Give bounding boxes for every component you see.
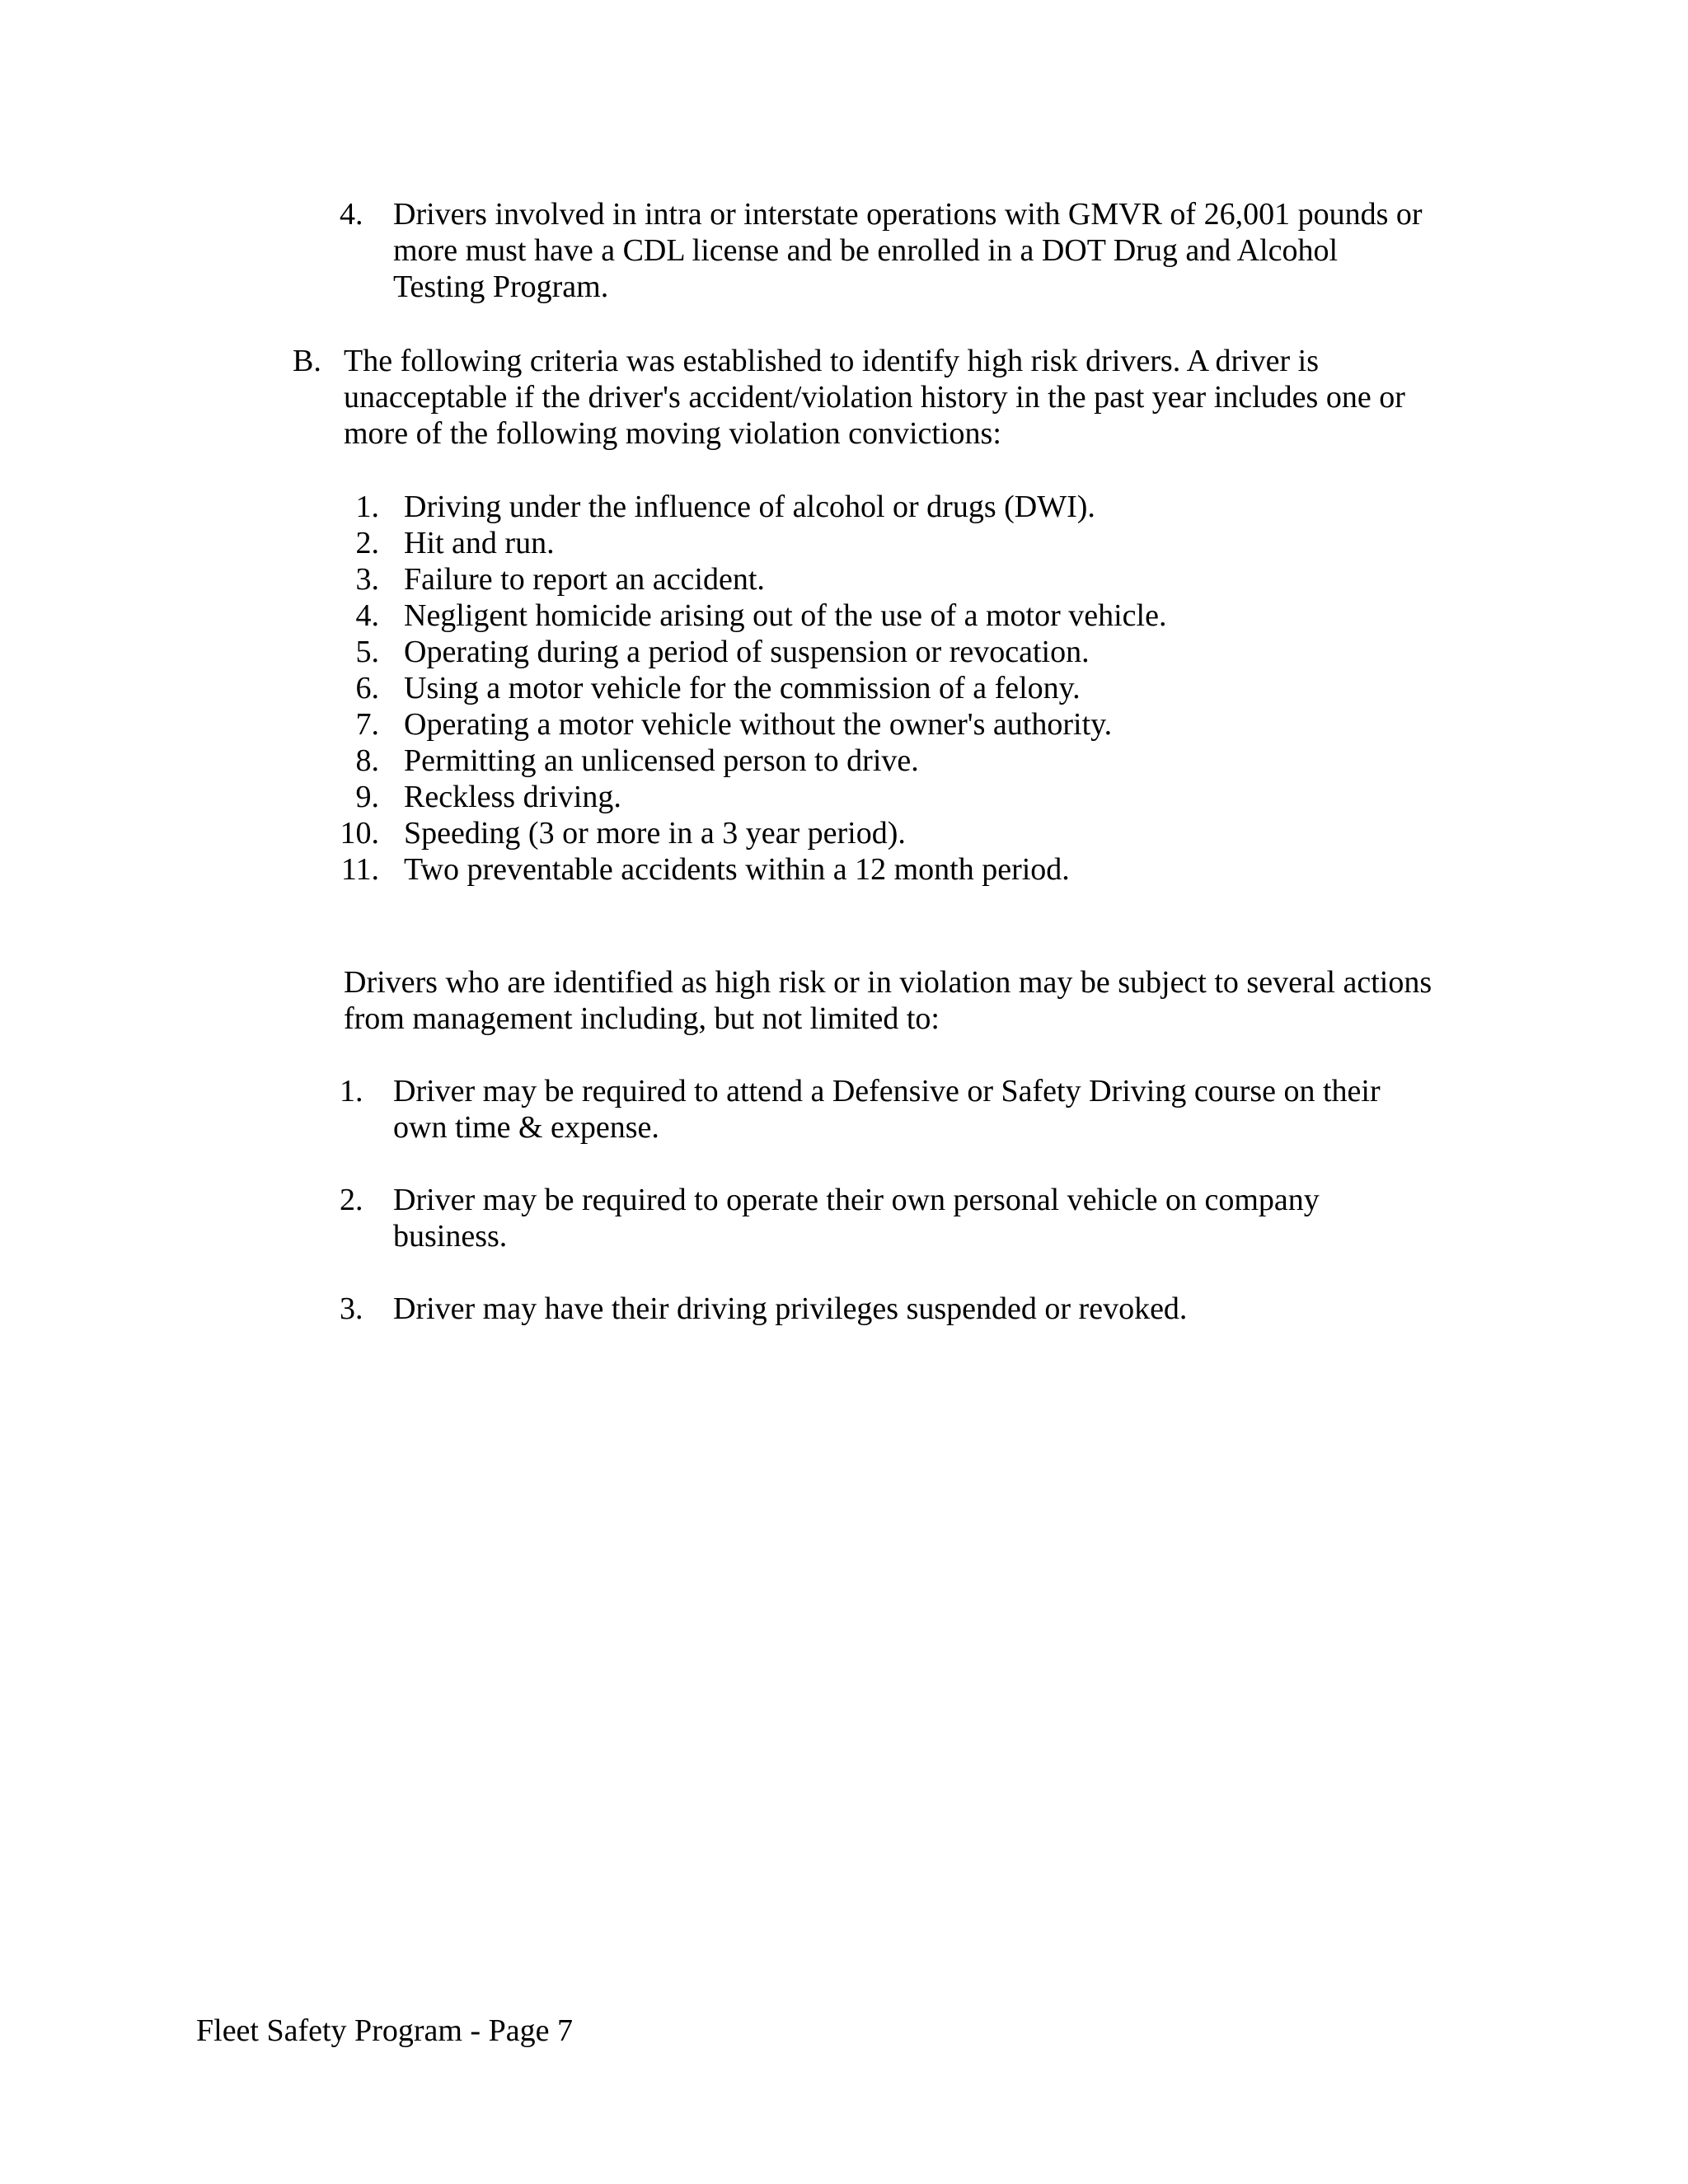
paragraph-line: from management including, but not limited to: bbox=[344, 1001, 940, 1036]
list-item-text: Driving under the influence of alcohol or drugs (DWI). bbox=[404, 490, 1095, 524]
list-item-line: more must have a CDL license and be enrolled in a DOT Drug and Alcohol bbox=[393, 233, 1339, 268]
list-item-number: 9. bbox=[355, 780, 379, 814]
list-item bbox=[313, 634, 1467, 670]
list-item-text: Reckless driving. bbox=[404, 780, 621, 814]
list-item-text: Hit and run. bbox=[404, 526, 555, 560]
list-item bbox=[313, 489, 1467, 525]
page-footer: Fleet Safety Program - Page 7 bbox=[196, 2013, 573, 2048]
list-item bbox=[313, 670, 1467, 706]
list-item-number: 5. bbox=[355, 635, 379, 669]
section-line: unacceptable if the driver's accident/violation history in the past year includes one or bbox=[344, 380, 1405, 415]
list-item bbox=[313, 706, 1467, 743]
list-item-text: Negligent homicide arising out of the use of a motor vehicle. bbox=[404, 598, 1167, 633]
list-item-text: Permitting an unlicensed person to drive. bbox=[404, 743, 919, 778]
paragraph-line: Drivers who are identified as high risk or in violation may be subject to several actions bbox=[344, 965, 1432, 1000]
list-item-line: own time & expense. bbox=[393, 1110, 659, 1145]
list-item bbox=[313, 525, 1467, 561]
list-item-text bbox=[393, 1291, 1489, 1327]
list-item bbox=[313, 779, 1467, 815]
list-item-number: 11. bbox=[340, 852, 379, 887]
section-text bbox=[344, 343, 1512, 452]
list-item-line: business. bbox=[393, 1219, 508, 1254]
list-item-line: Drivers involved in intra or interstate operations with GMVR of 26,001 pounds or bbox=[393, 197, 1423, 232]
list-item-number: 4. bbox=[340, 197, 363, 232]
list-item-text: Failure to report an accident. bbox=[404, 562, 765, 597]
list-item-number: 1. bbox=[355, 490, 379, 524]
section-line: The following criteria was established to identify high risk drivers. A driver is bbox=[344, 344, 1320, 378]
list-item-number: 3. bbox=[355, 562, 379, 597]
list-item bbox=[313, 815, 1467, 851]
section-letter: B. bbox=[293, 344, 321, 378]
list-item-number: 4. bbox=[355, 598, 379, 633]
list-item bbox=[313, 743, 1467, 779]
list-item-number: 1. bbox=[340, 1074, 363, 1108]
list-item-text: Speeding (3 or more in a 3 year period). bbox=[404, 816, 906, 851]
list-item-number: 10. bbox=[340, 816, 379, 851]
list-item-text bbox=[393, 196, 1489, 305]
drivers-paragraph bbox=[344, 964, 1498, 1037]
list-item-text bbox=[393, 1073, 1489, 1146]
list-item-line: Testing Program. bbox=[393, 269, 609, 304]
list-item bbox=[313, 561, 1467, 598]
list-item-number: 8. bbox=[355, 743, 379, 778]
section-line: more of the following moving violation convictions: bbox=[344, 416, 1001, 451]
list-item-text: Two preventable accidents within a 12 month period. bbox=[404, 852, 1070, 887]
list-item-number: 3. bbox=[340, 1291, 363, 1326]
list-item-line: Driver may be required to operate their own personal vehicle on company bbox=[393, 1183, 1320, 1217]
list-item-text bbox=[393, 1182, 1489, 1254]
list-item-text: Using a motor vehicle for the commission of a felony. bbox=[404, 671, 1081, 705]
list-item-number: 2. bbox=[355, 526, 379, 560]
list-item-line: Driver may be required to attend a Defensive or Safety Driving course on their bbox=[393, 1074, 1381, 1108]
list-item-number: 2. bbox=[340, 1183, 363, 1217]
list-item bbox=[313, 598, 1467, 634]
list-item-text: Operating during a period of suspension or revocation. bbox=[404, 635, 1090, 669]
list-item bbox=[313, 851, 1467, 888]
list-item-line: Driver may have their driving privileges suspended or revoked. bbox=[393, 1291, 1188, 1326]
list-item-text: Operating a motor vehicle without the owner's authority. bbox=[404, 707, 1113, 742]
list-item-number: 6. bbox=[355, 671, 379, 705]
list-item-number: 7. bbox=[355, 707, 379, 742]
